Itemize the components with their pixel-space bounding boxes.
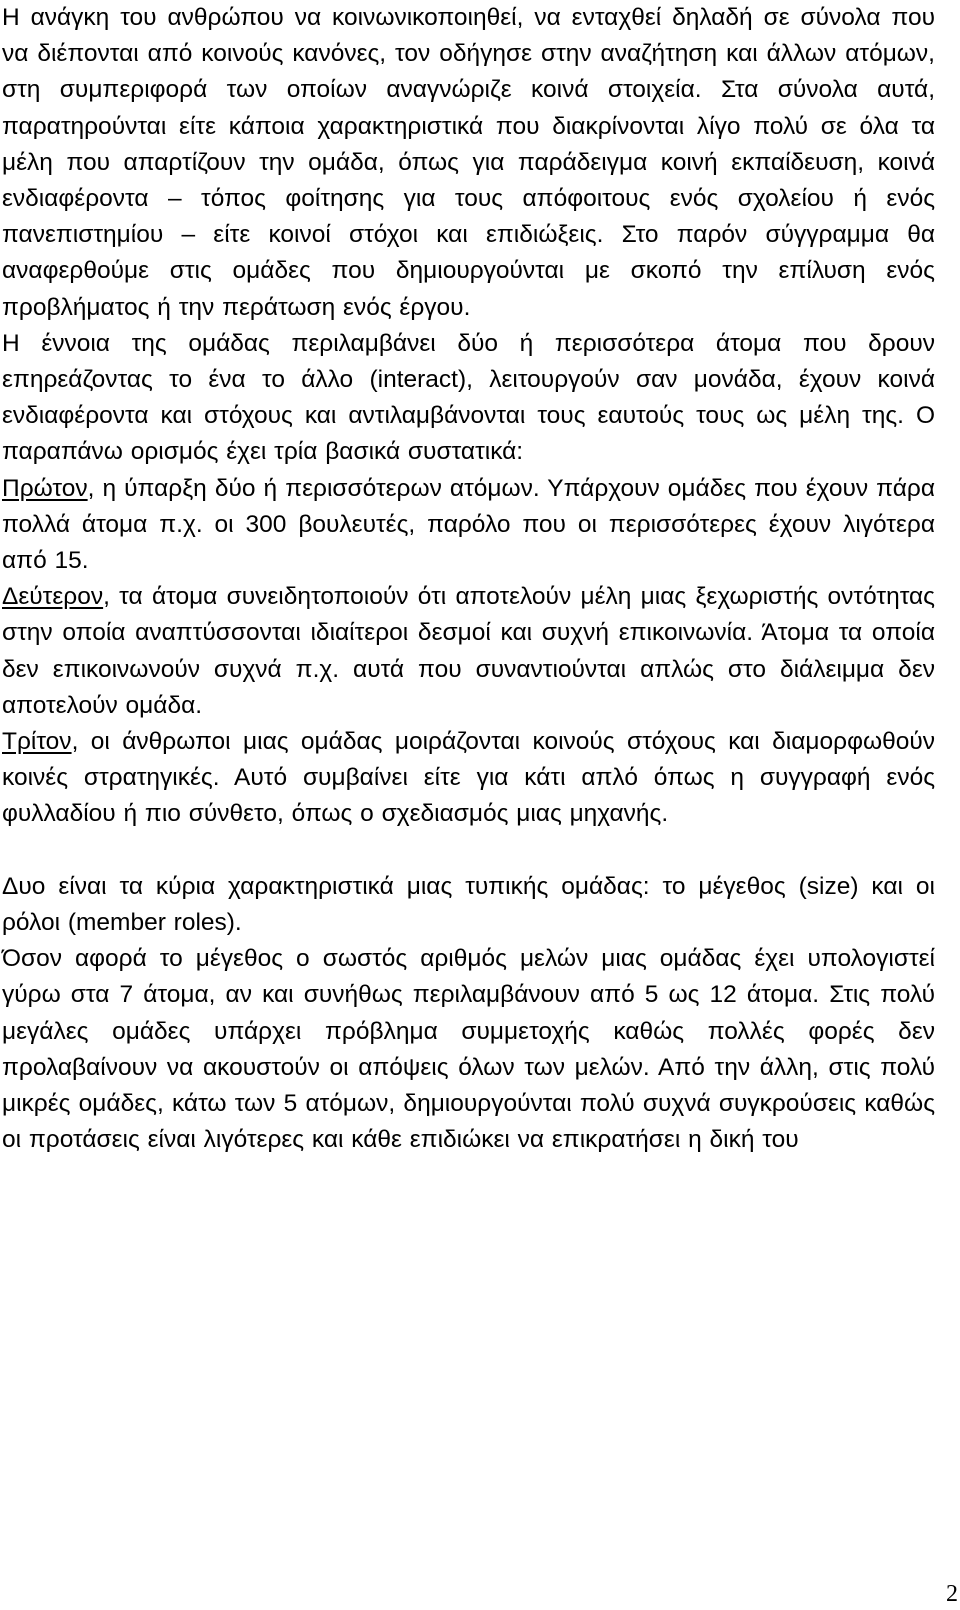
paragraph-intro: Η ανάγκη του ανθρώπου να κοινωνικοποιηθεί, να ενταχθεί δηλαδή σε σύνολα που να διέπονται από κοινούς κανόνες, τον οδήγησε στην αναζήτηση και άλλων ατόμων, στη συμπεριφορά των οποίων αναγνώριζε κοινά στοιχεία. Στα σύνολα αυτά, παρατηρούνται είτε κάποια χαρακτηριστικά που διακρίνονται λίγο πολύ σε όλα τα μέλη που απαρτίζουν την ομάδα, όπως για παράδειγμα κοινή εκπαίδευση, κοινά ενδιαφέροντα – τόπος φοίτησης για τους απόφοιτους ενός σχολείου ή ενός πανεπιστημίου – είτε κοινοί στόχοι και επιδιώξεις. Στο παρόν σύγγραμμα θα αναφερθούμε στις ομάδες που δημιουργούνται με σκοπό την επίλυση ενός προβλήματος ή την περάτωση ενός έργου. — [2, 4, 935, 321]
paragraph-first-component — [2, 471, 935, 580]
page-number: 2 — [946, 1581, 958, 1607]
paragraph-characteristics: Δυο είναι τα κύρια χαρακτηριστικά μιας τυπικής ομάδας: το μέγεθος (size) και οι ρόλοι (member roles). — [2, 872, 935, 937]
second-text: , τα άτομα συνειδητοποιούν ότι αποτελούν μέλη μιας ξεχωριστής οντότητας στην οποία αναπτύσσονται ιδιαίτεροι δεσμοί και συχνή επικοινωνία. Άτομα τα οποία δεν επικοινωνούν συχνά π.χ. αυτά που συναντιούνται απλώς στο διάλειμμα δεν αποτελούν ομάδα. — [2, 583, 935, 719]
paragraph-group-definition: Η έννοια της ομάδας περιλαμβάνει δύο ή περισσότερα άτομα που δρουν επηρεάζοντας το ένα το άλλο (interact), λειτουργούν σαν μονάδα, έχουν κοινά ενδιαφέροντα και στόχους και αντιλαμβάνονται τους εαυτούς τους ως μέλη της. Ο παραπάνω ορισμός έχει τρία βασικά συστατικά: — [2, 329, 935, 466]
paragraph-third-component — [2, 724, 935, 833]
third-label: Τρίτον — [2, 728, 72, 756]
third-text: , οι άνθρωποι μιας ομάδας μοιράζονται κοινούς στόχους και διαμορφωθούν κοινές στρατηγικές. Αυτό συμβαίνει είτε για κάτι απλό όπως η συγγραφή ενός φυλλαδίου ή πιο σύνθετο, όπως ο σχεδιασμός μιας μηχανής. — [2, 728, 935, 828]
paragraph-second-component — [2, 579, 935, 724]
paragraph-spacer — [2, 833, 935, 869]
first-label: Πρώτον — [2, 474, 88, 502]
first-text: , η ύπαρξη δύο ή περισσότερων ατόμων. Υπάρχουν ομάδες που έχουν πάρα πολλά άτομα π.χ. οι 300 βουλευτές, παρόλο που οι περισσότερες έχουν λιγότερα από 15. — [2, 474, 935, 575]
paragraph-group-size: Όσον αφορά το μέγεθος ο σωστός αριθμός μελών μιας ομάδας έχει υπολογιστεί γύρω στα 7 άτομα, αν και συνήθως περιλαμβάνουν από 5 ως 12 άτομα. Στις πολύ μεγάλες ομάδες υπάρχει πρόβλημα συμμετοχής καθώς πολλές φορές δεν προλαβαίνουν να ακουστούν οι απόψεις όλων των μελών. Από την άλλη, στις πολύ μικρές ομάδες, κάτω των 5 ατόμων, δημιουργούνται πολύ συχνά συγκρούσεις καθώς οι προτάσεις είναι λιγότερες και κάθε επιδιώκει να επικρατήσει η δική του — [2, 945, 935, 1154]
second-label: Δεύτερον — [2, 583, 104, 611]
